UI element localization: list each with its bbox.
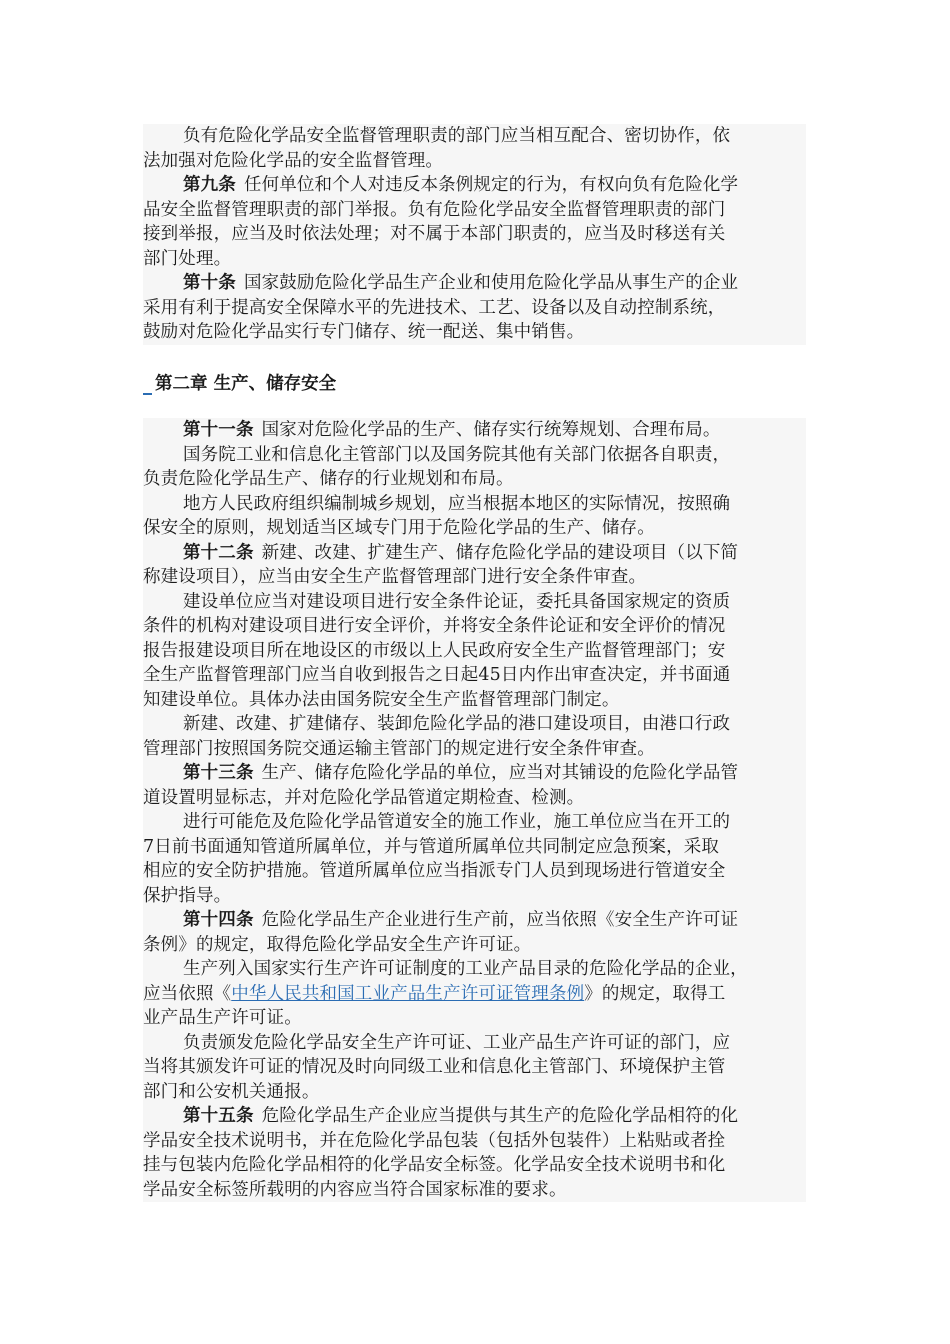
paragraph-line: 当将其颁发许可证的情况及时向同级工业和信息化主管部门、环境保护主管: [143, 1057, 726, 1077]
paragraph-line: 报告报建设项目所在地设区的市级以上人民政府安全生产监督管理部门；安: [143, 640, 726, 661]
paragraph-line: 管理部门按照国务院交通运输主管部门的规定进行安全条件审查。: [143, 738, 655, 759]
paragraph-line: 全生产监督管理部门应当自收到报告之日起45日内作出审查决定，并书面通: [143, 665, 731, 685]
paragraph-line: 采用有利于提高安全保障水平的先进技术、工艺、设备以及自动控制系统，: [143, 297, 726, 318]
paragraph-line: 知建设单位。具体办法由国务院安全生产监督管理部门制定。: [143, 689, 620, 710]
paragraph-line: 负责颁发危险化学品安全生产许可证、工业产品生产许可证的部门，应: [183, 1032, 731, 1053]
paragraph-line: 称建设项目），应当由安全生产监督管理部门进行安全条件审查。: [143, 567, 647, 587]
article-11-text: 国家对危险化学品的生产、储存实行统筹规划、合理布局。: [261, 420, 721, 440]
paragraph-line: 负责危险化学品生产、储存的行业规划和布局。: [143, 469, 514, 489]
paragraph-line: 学品安全标签所载明的内容应当符合国家标准的要求。: [143, 1179, 567, 1200]
article-15-text: 危险化学品生产企业应当提供与其生产的危险化学品相符的化: [261, 1106, 739, 1126]
paragraph-line: 进行可能危及危险化学品管道安全的施工作业，施工单位应当在开工的: [183, 812, 731, 832]
paragraph-line: 地方人民政府组织编制城乡规划，应当根据本地区的实际情况，按照确: [183, 493, 731, 514]
paragraph-line: 道设置明显标志，并对危险化学品管道定期检查、检测。: [143, 787, 585, 808]
article-12-text: 新建、改建、扩建生产、储存危险化学品的建设项目（以下简: [261, 542, 739, 563]
paragraph-line: 法加强对危险化学品的安全监督管理。: [143, 150, 444, 171]
article-13-line: [143, 761, 806, 786]
paragraph-line: 业产品生产许可证。: [143, 1008, 302, 1028]
article-13-text: 生产、储存危险化学品的单位，应当对其铺设的危险化学品管: [261, 763, 739, 783]
paragraph-line: 接到举报，应当及时依法处理；对不属于本部门职责的，应当及时移送有关: [143, 224, 726, 244]
text-block-articles-11-15: [143, 418, 806, 1202]
chapter-heading: [143, 372, 543, 396]
paragraph-line: 保安全的原则，规划适当区域专门用于危险化学品的生产、储存。: [143, 518, 655, 538]
article-9-title: 第九条: [183, 175, 236, 195]
paragraph-line: 负有危险化学品安全监督管理职责的部门应当相互配合、密切协作，依: [183, 126, 731, 146]
paragraph-line: 条例》的规定，取得危险化学品安全生产许可证。: [143, 934, 532, 955]
paragraph-line-with-link: [143, 982, 806, 1007]
link-suffix: 》的规定，取得工: [584, 983, 726, 1004]
article-11-title: 第十一条: [183, 420, 254, 440]
paragraph-line: 学品安全技术说明书，并在危险化学品包装（包括外包装件）上粘贴或者拴: [143, 1130, 726, 1151]
article-15-title: 第十五条: [183, 1106, 254, 1126]
article-11-line: [143, 418, 806, 443]
paragraph-line: 部门处理。: [143, 248, 232, 269]
article-13-title: 第十三条: [183, 763, 254, 783]
article-12-line: [143, 541, 806, 566]
article-9-text: 任何单位和个人对违反本条例规定的行为，有权向负有危险化学: [243, 175, 739, 195]
text-block-articles-9-10: [143, 124, 806, 345]
paragraph-line: 国务院工业和信息化主管部门以及国务院其他有关部门依据各自职责，: [183, 444, 731, 465]
article-14-text: 危险化学品生产企业进行生产前，应当依照《安全生产许可证: [261, 910, 739, 930]
paragraph-line: 条件的机构对建设项目进行安全评价，并将安全条件论证和安全评价的情况: [143, 616, 726, 636]
paragraph-line: 鼓励对危险化学品实行专门储存、统一配送、集中销售。: [143, 322, 585, 342]
link-prefix: 应当依照《: [143, 983, 232, 1004]
article-15-line: [143, 1104, 806, 1129]
anchor-marker: [143, 393, 152, 395]
regulation-link[interactable]: 中华人民共和国工业产品生产许可证管理条例: [231, 983, 585, 1004]
paragraph-line: 7日前书面通知管道所属单位，并与管道所属单位共同制定应急预案，采取: [143, 836, 720, 857]
paragraph-line: 相应的安全防护措施。管道所属单位应当指派专门人员到现场进行管道安全: [143, 861, 726, 881]
article-10-line: [143, 271, 806, 296]
article-14-line: [143, 908, 806, 933]
paragraph-line: 品安全监督管理职责的部门举报。负有危险化学品安全监督管理职责的部门: [143, 199, 726, 220]
paragraph-line: 保护指导。: [143, 885, 232, 906]
paragraph-line: 部门和公安机关通报。: [143, 1081, 320, 1102]
article-9-line: [143, 173, 806, 198]
paragraph-line: 挂与包装内危险化学品相符的化学品安全标签。化学品安全技术说明书和化: [143, 1155, 726, 1175]
paragraph-line: 新建、改建、扩建储存、装卸危险化学品的港口建设项目，由港口行政: [183, 714, 731, 734]
paragraph-line: 生产列入国家实行生产许可证制度的工业产品目录的危险化学品的企业，: [183, 959, 748, 979]
article-10-title: 第十条: [183, 273, 236, 293]
article-14-title: 第十四条: [183, 910, 254, 930]
paragraph-line: 建设单位应当对建设项目进行安全条件论证，委托具备国家规定的资质: [183, 591, 731, 612]
chapter-heading-text: 第二章 生产、储存安全: [155, 374, 337, 394]
article-12-title: 第十二条: [183, 542, 254, 563]
article-10-text: 国家鼓励危险化学品生产企业和使用危险化学品从事生产的企业: [243, 273, 739, 293]
